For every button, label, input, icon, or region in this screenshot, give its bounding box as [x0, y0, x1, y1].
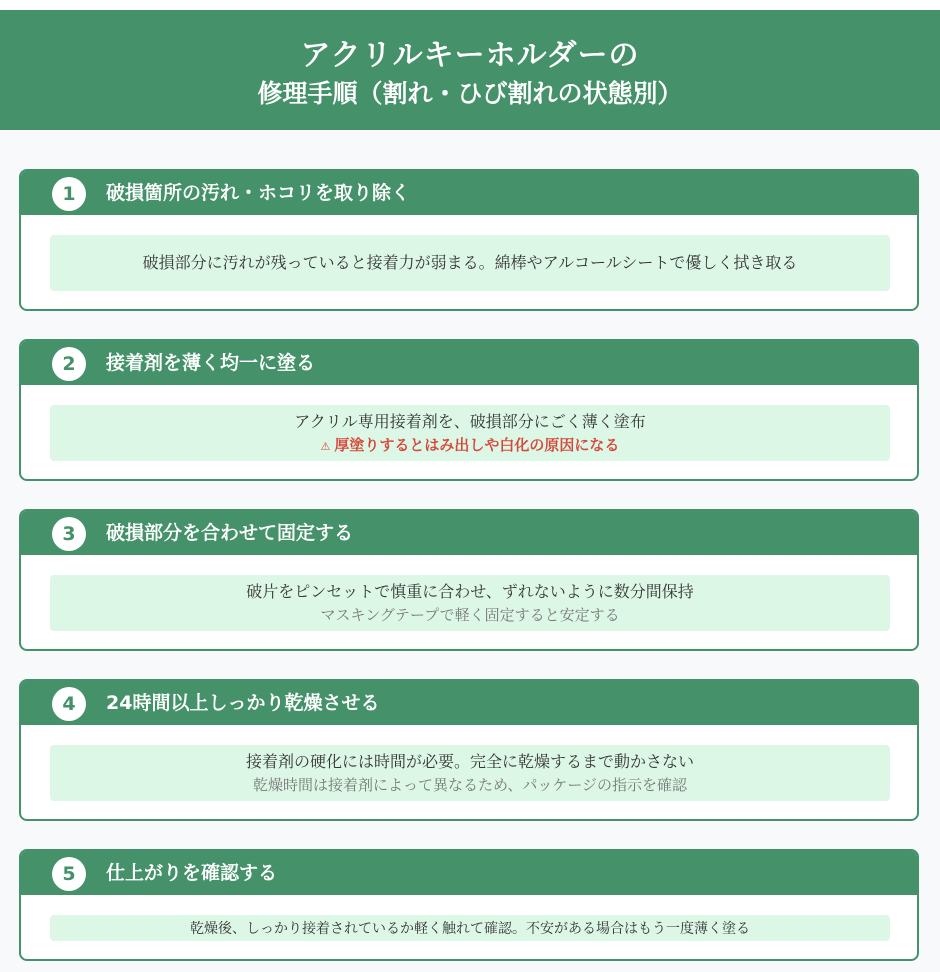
step-note: [50, 235, 890, 291]
step-note: [50, 575, 890, 631]
step-card-1: [19, 169, 919, 311]
step-text: 接着剤の硬化には時間が必要。完全に乾燥するまで動かさない: [245, 752, 694, 771]
page-title: アクリルキーホルダーの: [300, 38, 640, 73]
step-header: [21, 341, 917, 385]
step-title: 仕上がりを確認する: [106, 862, 278, 884]
step-text: 破損部分に汚れが残っていると接着力が弱まる。綿棒やアルコールシートで優しく拭き取る: [142, 253, 798, 272]
step-number-badge: 2: [52, 347, 86, 381]
page-header: [0, 10, 940, 130]
step-card-4: [19, 679, 919, 821]
step-title: 接着剤を薄く均一に塗る: [106, 352, 316, 374]
step-title: 24時間以上しっかり乾燥させる: [106, 692, 380, 714]
step-header: [21, 681, 917, 725]
step-title: 破損部分を合わせて固定する: [106, 522, 354, 544]
step-header: [21, 851, 917, 895]
step-number-badge: 4: [52, 687, 86, 721]
step-title: 破損箇所の汚れ・ホコリを取り除く: [106, 182, 411, 204]
step-note: [50, 745, 890, 801]
step-number-badge: 5: [52, 857, 86, 891]
step-text: 破片をピンセットで慎重に合わせ、ずれないように数分間保持: [246, 582, 694, 601]
step-text: アクリル専用接着剤を、破損部分にごく薄く塗布: [294, 412, 646, 431]
page-subtitle: 修理手順（割れ・ひび割れの状態別）: [257, 79, 683, 108]
step-card-3: [19, 509, 919, 651]
step-subtext: 乾燥時間は接着剤によって異なるため、パッケージの指示を確認: [252, 776, 688, 794]
step-text: 乾燥後、しっかり接着されているか軽く触れて確認。不安がある場合はもう一度薄く塗る: [190, 921, 750, 937]
step-subtext: マスキングテープで軽く固定すると安定する: [320, 606, 620, 624]
step-header: [21, 171, 917, 215]
step-header: [21, 511, 917, 555]
warning-text: [50, 434, 890, 458]
warning-icon: ⚠: [320, 440, 331, 453]
steps-area: [0, 130, 940, 972]
step-card-2: [19, 339, 919, 481]
step-card-5: [19, 849, 919, 961]
step-note: [50, 915, 890, 941]
warning-message: 厚塗りするとはみ出しや白化の原因になる: [334, 436, 620, 454]
step-number-badge: 1: [52, 177, 86, 211]
step-note: [50, 405, 890, 461]
step-number-badge: 3: [52, 517, 86, 551]
